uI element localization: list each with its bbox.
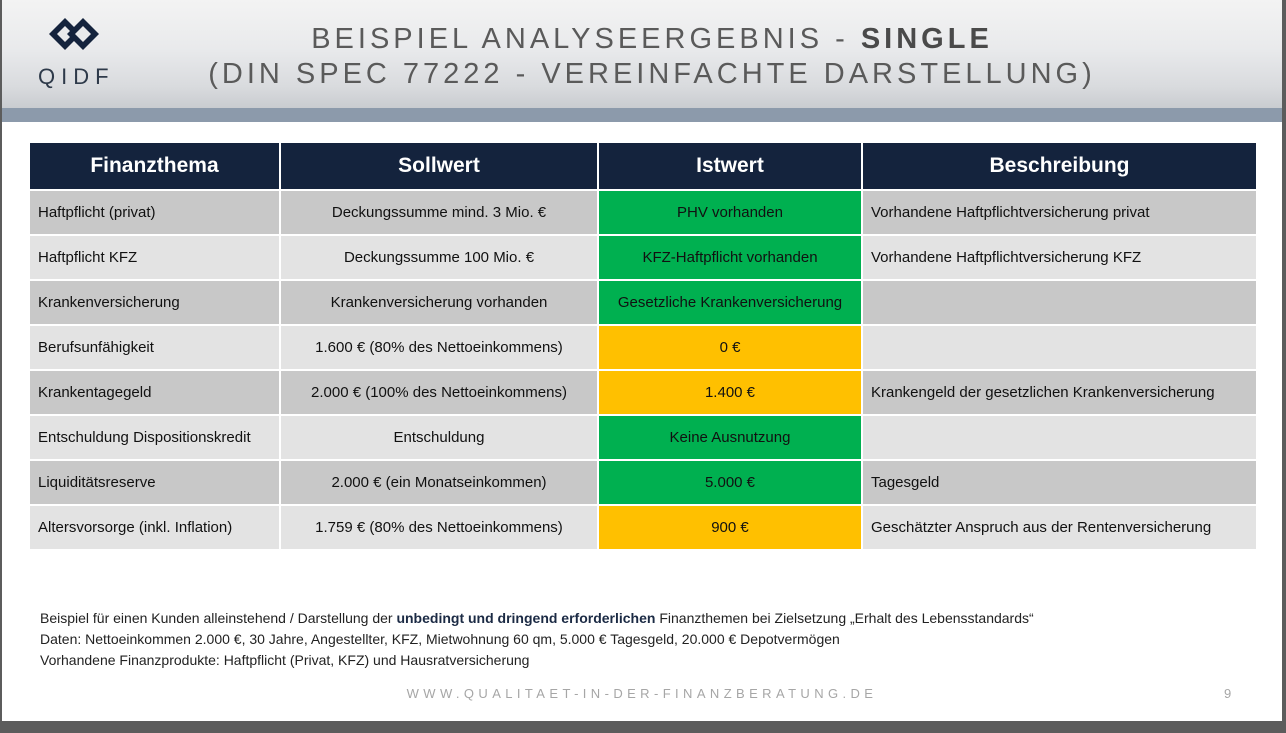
footnote-text: Finanzthemen bei Zielsetzung „Erhalt des Lebensstandards“ (655, 610, 1034, 626)
cell-sollwert: 2.000 € (100% des Nettoeinkommens) (280, 370, 598, 415)
slide-header (2, 0, 1282, 108)
footnote-line-2: Daten: Nettoeinkommen 2.000 €, 30 Jahre, Angestellter, KFZ, Mietwohnung 60 qm, 5.000 € Tagesgeld, 20.000 € Depotvermögen (40, 631, 840, 647)
footnote-line-3: Vorhandene Finanzprodukte: Haftpflicht (Privat, KFZ) und Hausratversicherung (40, 652, 530, 668)
cell-beschreibung: Geschätzter Anspruch aus der Rentenversicherung (862, 505, 1256, 550)
footnote-bold: unbedingt und dringend erforderlichen (396, 610, 656, 626)
cell-beschreibung: Krankengeld der gesetzlichen Krankenversicherung (862, 370, 1256, 415)
cell-finanzthema: Liquiditätsreserve (30, 460, 280, 505)
cell-beschreibung: Vorhandene Haftpflichtversicherung KFZ (862, 235, 1256, 280)
logo (38, 16, 115, 92)
table-row (30, 370, 1256, 415)
footnote (40, 608, 1034, 671)
cell-sollwert: 1.759 € (80% des Nettoeinkommens) (280, 505, 598, 550)
cell-beschreibung (862, 280, 1256, 325)
cell-finanzthema: Berufsunfähigkeit (30, 325, 280, 370)
logo-text: QIDF (38, 64, 115, 89)
cell-istwert: Gesetzliche Krankenversicherung (598, 280, 862, 325)
title-bold: SINGLE (860, 23, 993, 55)
table-row (30, 325, 1256, 370)
cell-beschreibung: Tagesgeld (862, 460, 1256, 505)
cell-istwert: PHV vorhanden (598, 190, 862, 235)
footnote-line-1 (40, 608, 1034, 629)
title-prefix: BEISPIEL ANALYSEERGEBNIS - (311, 23, 861, 55)
website-footer: WWW.QUALITAET-IN-DER-FINANZBERATUNG.DE (406, 686, 878, 701)
header-divider (2, 108, 1282, 122)
title-line-1 (152, 22, 1152, 57)
cell-istwert: 0 € (598, 325, 862, 370)
table-row (30, 415, 1256, 460)
cell-finanzthema: Haftpflicht KFZ (30, 235, 280, 280)
column-header: Finanzthema (30, 143, 280, 190)
cell-beschreibung (862, 415, 1256, 460)
analysis-table (30, 143, 1256, 551)
slide (2, 0, 1282, 721)
page-number: 9 (1224, 686, 1232, 701)
table-row (30, 460, 1256, 505)
cell-istwert: 900 € (598, 505, 862, 550)
cell-finanzthema: Altersvorsorge (inkl. Inflation) (30, 505, 280, 550)
column-header: Istwert (598, 143, 862, 190)
table-row (30, 235, 1256, 280)
table-row (30, 190, 1256, 235)
cell-sollwert: Deckungssumme mind. 3 Mio. € (280, 190, 598, 235)
cell-finanzthema: Krankentagegeld (30, 370, 280, 415)
cell-sollwert: Deckungssumme 100 Mio. € (280, 235, 598, 280)
cell-istwert: 1.400 € (598, 370, 862, 415)
page-title (152, 22, 1152, 92)
table-row (30, 505, 1256, 550)
cell-beschreibung: Vorhandene Haftpflichtversicherung privat (862, 190, 1256, 235)
cell-istwert: Keine Ausnutzung (598, 415, 862, 460)
cell-sollwert: Krankenversicherung vorhanden (280, 280, 598, 325)
cell-finanzthema: Haftpflicht (privat) (30, 190, 280, 235)
cell-beschreibung (862, 325, 1256, 370)
title-line-2: (DIN SPEC 77222 - VEREINFACHTE DARSTELLUNG) (208, 58, 1096, 90)
cell-istwert: KFZ-Haftpflicht vorhanden (598, 235, 862, 280)
cell-finanzthema: Entschuldung Dispositionskredit (30, 415, 280, 460)
footnote-text: Beispiel für einen Kunden alleinstehend / Darstellung der (40, 610, 397, 626)
column-header: Sollwert (280, 143, 598, 190)
cell-sollwert: 1.600 € (80% des Nettoeinkommens) (280, 325, 598, 370)
cell-finanzthema: Krankenversicherung (30, 280, 280, 325)
cell-sollwert: 2.000 € (ein Monatseinkommen) (280, 460, 598, 505)
table-header-row (30, 143, 1256, 190)
cell-istwert: 5.000 € (598, 460, 862, 505)
column-header: Beschreibung (862, 143, 1256, 190)
cell-sollwert: Entschuldung (280, 415, 598, 460)
diamond-logo-icon (49, 16, 101, 56)
table-row (30, 280, 1256, 325)
